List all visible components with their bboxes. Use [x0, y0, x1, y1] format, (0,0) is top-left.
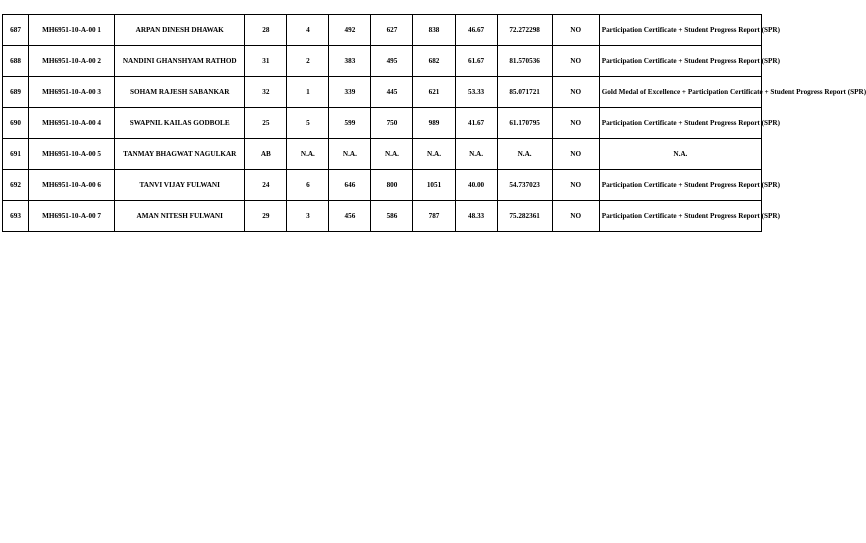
- qualified-cell: NO: [552, 15, 599, 46]
- serial-number-cell: 690: [3, 108, 29, 139]
- score-1-cell: 29: [245, 201, 287, 232]
- table-row: [3, 139, 762, 170]
- seat-number-cell: MH6951-10-A-00 5: [29, 139, 115, 170]
- score-1-cell: 25: [245, 108, 287, 139]
- score-4-cell: 682: [413, 46, 455, 77]
- score-3-cell: 627: [371, 15, 413, 46]
- results-table: [2, 14, 866, 232]
- seat-number-cell: MH6951-10-A-00 1: [29, 15, 115, 46]
- qualified-cell: NO: [552, 201, 599, 232]
- student-name-cell: SOHAM RAJESH SABANKAR: [115, 77, 245, 108]
- rank-cell: N.A.: [287, 139, 329, 170]
- qualified-cell: NO: [552, 139, 599, 170]
- award-cell: Gold Medal of Excellence + Participation Certificate + Student Progress Report (SPR): [599, 77, 761, 108]
- score-1-cell: 28: [245, 15, 287, 46]
- award-cell: Participation Certificate + Student Progress Report (SPR): [599, 201, 761, 232]
- table-row: [3, 46, 762, 77]
- table-row: [3, 201, 762, 232]
- percentage-cell: 46.67: [455, 15, 497, 46]
- student-name-cell: SWAPNIL KAILAS GODBOLE: [115, 108, 245, 139]
- serial-number-cell: 693: [3, 201, 29, 232]
- percentage-cell: 61.67: [455, 46, 497, 77]
- percentage-cell: 48.33: [455, 201, 497, 232]
- student-name-cell: AMAN NITESH FULWANI: [115, 201, 245, 232]
- percentile-cell: 81.570536: [497, 46, 552, 77]
- score-2-cell: 339: [329, 77, 371, 108]
- percentile-cell: 54.737023: [497, 170, 552, 201]
- seat-number-cell: MH6951-10-A-00 2: [29, 46, 115, 77]
- qualified-cell: NO: [552, 170, 599, 201]
- rank-cell: 3: [287, 201, 329, 232]
- serial-number-cell: 692: [3, 170, 29, 201]
- percentile-cell: 61.170795: [497, 108, 552, 139]
- score-4-cell: 989: [413, 108, 455, 139]
- award-cell: Participation Certificate + Student Progress Report (SPR): [599, 108, 761, 139]
- percentage-cell: 53.33: [455, 77, 497, 108]
- score-3-cell: 800: [371, 170, 413, 201]
- score-1-cell: 31: [245, 46, 287, 77]
- score-1-cell: AB: [245, 139, 287, 170]
- qualified-cell: NO: [552, 77, 599, 108]
- award-cell: Participation Certificate + Student Progress Report (SPR): [599, 46, 761, 77]
- table-row: [3, 15, 762, 46]
- percentage-cell: 40.00: [455, 170, 497, 201]
- score-3-cell: 445: [371, 77, 413, 108]
- score-3-cell: 495: [371, 46, 413, 77]
- table-row: [3, 170, 762, 201]
- rank-cell: 2: [287, 46, 329, 77]
- score-3-cell: N.A.: [371, 139, 413, 170]
- table-row: [3, 108, 762, 139]
- score-2-cell: 646: [329, 170, 371, 201]
- serial-number-cell: 688: [3, 46, 29, 77]
- rank-cell: 6: [287, 170, 329, 201]
- score-2-cell: 383: [329, 46, 371, 77]
- percentile-cell: 75.282361: [497, 201, 552, 232]
- score-2-cell: N.A.: [329, 139, 371, 170]
- score-4-cell: N.A.: [413, 139, 455, 170]
- table-row: [3, 77, 762, 108]
- rank-cell: 1: [287, 77, 329, 108]
- award-cell: Participation Certificate + Student Progress Report (SPR): [599, 170, 761, 201]
- percentile-cell: N.A.: [497, 139, 552, 170]
- score-2-cell: 599: [329, 108, 371, 139]
- score-4-cell: 838: [413, 15, 455, 46]
- qualified-cell: NO: [552, 108, 599, 139]
- student-name-cell: TANVI VIJAY FULWANI: [115, 170, 245, 201]
- score-4-cell: 787: [413, 201, 455, 232]
- seat-number-cell: MH6951-10-A-00 4: [29, 108, 115, 139]
- rank-cell: 4: [287, 15, 329, 46]
- score-4-cell: 621: [413, 77, 455, 108]
- serial-number-cell: 689: [3, 77, 29, 108]
- serial-number-cell: 691: [3, 139, 29, 170]
- serial-number-cell: 687: [3, 15, 29, 46]
- results-table-body: [3, 15, 866, 232]
- score-2-cell: 492: [329, 15, 371, 46]
- percentile-cell: 72.272298: [497, 15, 552, 46]
- score-4-cell: 1051: [413, 170, 455, 201]
- rank-cell: 5: [287, 108, 329, 139]
- student-name-cell: TANMAY BHAGWAT NAGULKAR: [115, 139, 245, 170]
- award-cell: Participation Certificate + Student Progress Report (SPR): [599, 15, 761, 46]
- seat-number-cell: MH6951-10-A-00 6: [29, 170, 115, 201]
- score-3-cell: 586: [371, 201, 413, 232]
- score-1-cell: 32: [245, 77, 287, 108]
- seat-number-cell: MH6951-10-A-00 7: [29, 201, 115, 232]
- percentile-cell: 85.071721: [497, 77, 552, 108]
- seat-number-cell: MH6951-10-A-00 3: [29, 77, 115, 108]
- award-cell: N.A.: [599, 139, 761, 170]
- percentage-cell: N.A.: [455, 139, 497, 170]
- qualified-cell: NO: [552, 46, 599, 77]
- score-1-cell: 24: [245, 170, 287, 201]
- score-3-cell: 750: [371, 108, 413, 139]
- score-2-cell: 456: [329, 201, 371, 232]
- student-name-cell: ARPAN DINESH DHAWAK: [115, 15, 245, 46]
- student-name-cell: NANDINI GHANSHYAM RATHOD: [115, 46, 245, 77]
- percentage-cell: 41.67: [455, 108, 497, 139]
